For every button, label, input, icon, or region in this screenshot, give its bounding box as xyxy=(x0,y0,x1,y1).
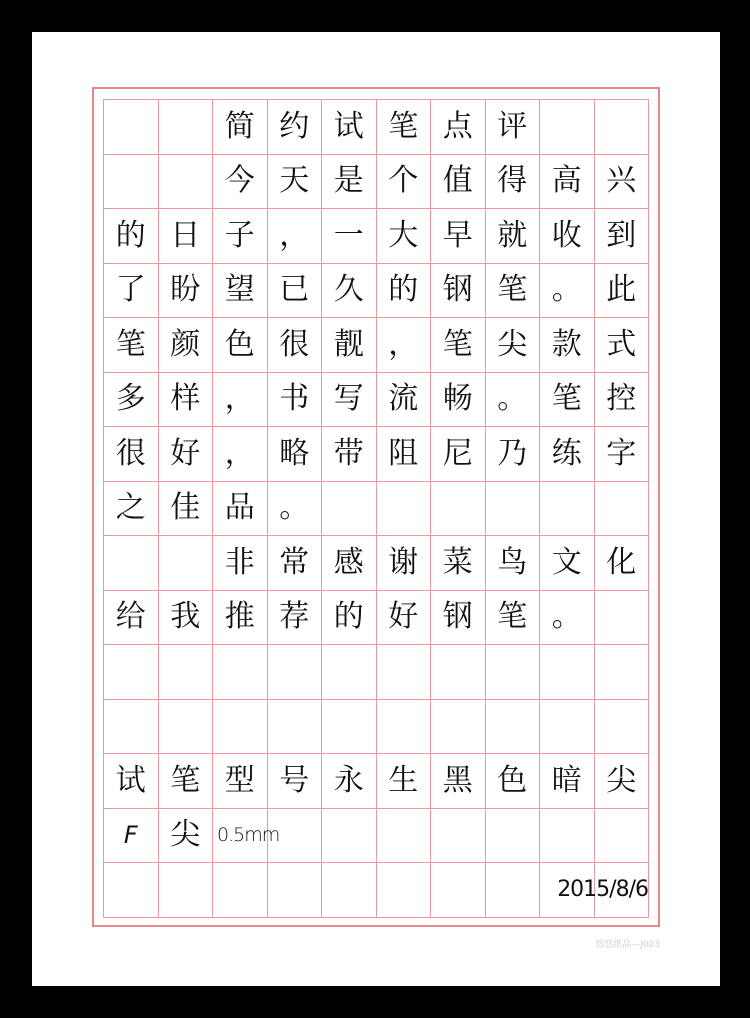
grid-cell xyxy=(377,482,432,537)
grid-cell: 约 xyxy=(268,100,323,155)
grid-cell: 款 xyxy=(540,318,595,373)
grid-cell: 荐 xyxy=(268,591,323,646)
grid-cell xyxy=(540,100,595,155)
grid-cell: ， xyxy=(377,318,432,373)
grid-cell: 收 xyxy=(540,209,595,264)
grid-cell: 我 xyxy=(159,591,214,646)
handwriting-grid xyxy=(103,99,649,918)
grid-cell: 盼 xyxy=(159,264,214,319)
grid-cell: 谢 xyxy=(377,536,432,591)
grid-cell xyxy=(595,100,650,155)
grid-cell: 号 xyxy=(268,754,323,809)
grid-cell: 生 xyxy=(377,754,432,809)
grid-cell: 好 xyxy=(377,591,432,646)
grid-cell: 笔 xyxy=(377,100,432,155)
grid-cell: 乃 xyxy=(486,427,541,482)
grid-cell: 推 xyxy=(213,591,268,646)
grid-cell: 笔 xyxy=(540,373,595,428)
grid-cell xyxy=(377,645,432,700)
grid-cell: 暗 xyxy=(540,754,595,809)
grid-cell: 的 xyxy=(104,209,159,264)
grid-cell: ， xyxy=(213,427,268,482)
grid-cell: 点 xyxy=(431,100,486,155)
grid-cell: 非 xyxy=(213,536,268,591)
grid-cell xyxy=(431,700,486,755)
grid-cell: 日 xyxy=(159,209,214,264)
grid-cell: 天 xyxy=(268,155,323,210)
grid-cell xyxy=(431,809,486,864)
grid-cell: 笔 xyxy=(104,318,159,373)
grid-cell: 颜 xyxy=(159,318,214,373)
grid-cell: 品 xyxy=(213,482,268,537)
grid-cell: 久 xyxy=(322,264,377,319)
grid-cell xyxy=(540,482,595,537)
date-text: 2015/8/6 xyxy=(557,877,648,902)
grid-cell xyxy=(540,645,595,700)
grid-cell: 畅 xyxy=(431,373,486,428)
grid-cell: 早 xyxy=(431,209,486,264)
grid-cell: 控 xyxy=(595,373,650,428)
grid-cell: 得 xyxy=(486,155,541,210)
grid-cell xyxy=(322,700,377,755)
grid-cell: 黑 xyxy=(431,754,486,809)
grid-cell: 字 xyxy=(595,427,650,482)
grid-cell xyxy=(377,809,432,864)
grid-cell: 永 xyxy=(322,754,377,809)
grid-cell: 笔 xyxy=(159,754,214,809)
grid-cell xyxy=(268,645,323,700)
grid-cell: 一 xyxy=(322,209,377,264)
grid-cell: 望 xyxy=(213,264,268,319)
grid-cell: 0.5mm xyxy=(213,809,268,864)
grid-cell: 已 xyxy=(268,264,323,319)
grid-cell xyxy=(159,100,214,155)
grid-cell xyxy=(540,809,595,864)
grid-cell xyxy=(213,645,268,700)
grid-cell: 子 xyxy=(213,209,268,264)
grid-cell: 多 xyxy=(104,373,159,428)
grid-cell: 给 xyxy=(104,591,159,646)
grid-cell xyxy=(159,700,214,755)
grid-cell: 兴 xyxy=(595,155,650,210)
grid-cell xyxy=(486,645,541,700)
grid-cell xyxy=(268,863,323,918)
grid-cell: 。 xyxy=(540,264,595,319)
grid-cell: 化 xyxy=(595,536,650,591)
grid-cell xyxy=(322,863,377,918)
grid-cell xyxy=(431,645,486,700)
grid-cell: 靓 xyxy=(322,318,377,373)
grid-cell xyxy=(486,863,541,918)
grid-cell: 好 xyxy=(159,427,214,482)
grid-cell: 了 xyxy=(104,264,159,319)
grid-cell: 就 xyxy=(486,209,541,264)
grid-cell: 尖 xyxy=(159,809,214,864)
grid-cell xyxy=(595,809,650,864)
grid-cell: 评 xyxy=(486,100,541,155)
grid-cell: 高 xyxy=(540,155,595,210)
grid-cell: 样 xyxy=(159,373,214,428)
watermark-text: 悠悠纸品—J003 xyxy=(595,940,660,950)
grid-cell xyxy=(322,645,377,700)
grid-cell: 之 xyxy=(104,482,159,537)
grid-cell: 今 xyxy=(213,155,268,210)
grid-cell: 尖 xyxy=(486,318,541,373)
grid-cell xyxy=(377,700,432,755)
grid-cell: 常 xyxy=(268,536,323,591)
grid-cell xyxy=(486,809,541,864)
grid-cell: 感 xyxy=(322,536,377,591)
grid-cell: 练 xyxy=(540,427,595,482)
grid-cell xyxy=(431,863,486,918)
grid-cell xyxy=(595,591,650,646)
grid-cell xyxy=(431,482,486,537)
grid-cell: 尼 xyxy=(431,427,486,482)
grid-cell: 钢 xyxy=(431,591,486,646)
grid-cell: 色 xyxy=(486,754,541,809)
grid-cell: 尖 xyxy=(595,754,650,809)
grid-cell xyxy=(213,700,268,755)
grid-cell: 鸟 xyxy=(486,536,541,591)
grid-cell xyxy=(159,863,214,918)
grid-cell xyxy=(268,809,323,864)
grid-cell: 的 xyxy=(322,591,377,646)
grid-cell: 书 xyxy=(268,373,323,428)
grid-cell: 试 xyxy=(322,100,377,155)
grid-cell: 式 xyxy=(595,318,650,373)
grid-cell: 。 xyxy=(268,482,323,537)
grid-cell: 是 xyxy=(322,155,377,210)
grid-cell: ， xyxy=(213,373,268,428)
grid-cell: 钢 xyxy=(431,264,486,319)
grid-cell: 笔 xyxy=(431,318,486,373)
grid-cell: 型 xyxy=(213,754,268,809)
grid-cell: 色 xyxy=(213,318,268,373)
grid-cell: 。 xyxy=(486,373,541,428)
grid-cell xyxy=(540,700,595,755)
grid-cell xyxy=(377,863,432,918)
grid-cell: 笔 xyxy=(486,591,541,646)
grid-cell xyxy=(104,645,159,700)
grid-cell: 阻 xyxy=(377,427,432,482)
grid-cell xyxy=(486,482,541,537)
grid-cell: 此 xyxy=(595,264,650,319)
grid-cell: F xyxy=(104,809,159,864)
grid-cell: 试 xyxy=(104,754,159,809)
grid-cell xyxy=(595,700,650,755)
grid-cell xyxy=(104,155,159,210)
grid-cell xyxy=(486,700,541,755)
grid-cell xyxy=(268,700,323,755)
grid-cell xyxy=(595,482,650,537)
grid-cell: 带 xyxy=(322,427,377,482)
grid-cell: 大 xyxy=(377,209,432,264)
grid-cell: 很 xyxy=(104,427,159,482)
grid-cell xyxy=(322,482,377,537)
grid-cell: 个 xyxy=(377,155,432,210)
grid-cell: 佳 xyxy=(159,482,214,537)
grid-cell: 简 xyxy=(213,100,268,155)
grid-cell: 的 xyxy=(377,264,432,319)
grid-cell xyxy=(104,100,159,155)
grid-cell: 流 xyxy=(377,373,432,428)
grid-cell xyxy=(104,863,159,918)
grid-cell: 略 xyxy=(268,427,323,482)
grid-cell: 很 xyxy=(268,318,323,373)
grid-cell xyxy=(213,863,268,918)
grid-cell xyxy=(104,536,159,591)
grid-cell xyxy=(104,700,159,755)
grid-cell: 写 xyxy=(322,373,377,428)
grid-cell: 文 xyxy=(540,536,595,591)
grid-cell xyxy=(159,155,214,210)
grid-cell: 。 xyxy=(540,591,595,646)
grid-cell: 值 xyxy=(431,155,486,210)
grid-cell xyxy=(322,809,377,864)
grid-cell: ， xyxy=(268,209,323,264)
grid-cell xyxy=(595,645,650,700)
grid-cell: 笔 xyxy=(486,264,541,319)
grid-cell xyxy=(159,645,214,700)
grid-cell: 菜 xyxy=(431,536,486,591)
grid-cell: 到 xyxy=(595,209,650,264)
grid-cell xyxy=(159,536,214,591)
